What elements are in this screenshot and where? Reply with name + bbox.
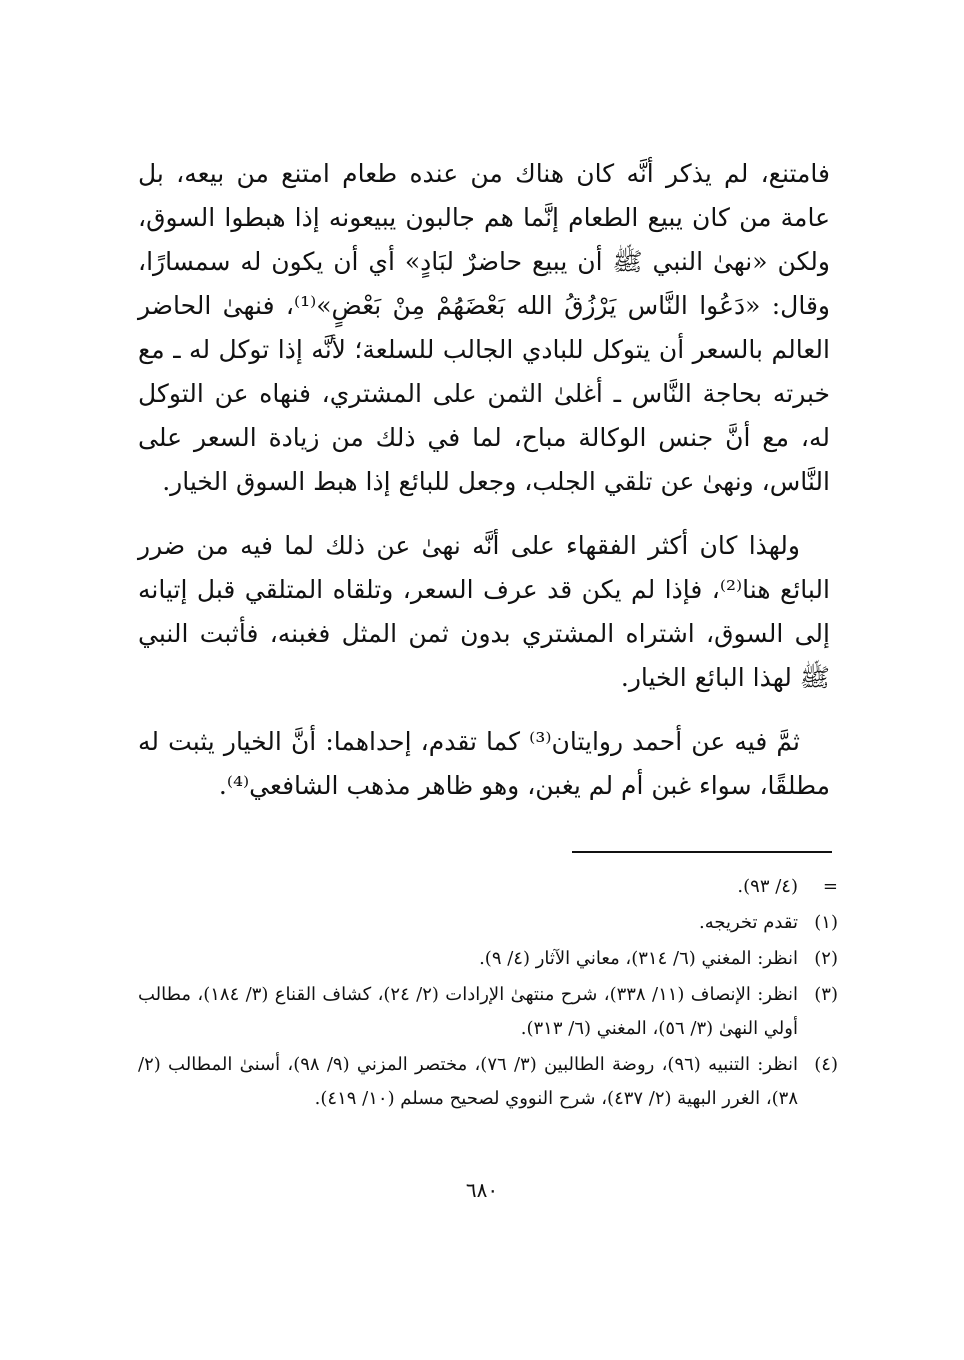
footnote-text: انظر: المغني (٦/ ٣١٤)، معاني الآثار (٤/ ٩). — [479, 948, 798, 969]
footnote-number: (٣) — [814, 984, 838, 1005]
paragraph-2: ولهذا كان أكثر الفقهاء على أنَّه نهىٰ عن ذلك لما فيه من ضرر البائع هنا⁽²⁾، فإذا لم يكن قد عرف السعر، وتلقاه المتلقي قبل إتيانه إلى السوق، اشتراه المشتري بدون ثمن المثل فغبنه، فأثبت النبي ﷺ لهذا البائع الخيار. — [138, 531, 830, 692]
footnote-divider — [572, 851, 832, 853]
footnote-text: تقدم تخريجه. — [699, 912, 798, 933]
footnote-1 — [138, 906, 838, 940]
footnote-2 — [138, 942, 838, 976]
footnote-4 — [138, 1048, 838, 1116]
footnote-text: انظر: الإنصاف (١١/ ٣٣٨)، شرح منتهىٰ الإرادات (٢/ ٢٤)، كشاف القناع (٣/ ١٨٤)، مطالب أولي النهىٰ (٣/ ٥٦)، المغني (٦/ ٣١٣). — [138, 984, 798, 1039]
footnote-marker: = — [822, 876, 838, 897]
footnote-3 — [138, 978, 838, 1046]
footnote-text: (٤/ ٩٣). — [737, 876, 798, 897]
footnote-number: (٤) — [814, 1054, 838, 1075]
footnotes — [138, 870, 838, 1118]
paragraph-3: ثمَّ فيه عن أحمد روايتان⁽³⁾ كما تقدم، إحداهما: أنَّ الخيار يثبت له مطلقًا، سواء غبن أم لم يغبن، وهو ظاهر مذهب الشافعي⁽⁴⁾. — [138, 727, 830, 800]
footnote-number: (١) — [814, 912, 838, 933]
main-text — [138, 152, 830, 828]
footnote-number: (٢) — [814, 948, 838, 969]
footnote-continuation — [138, 870, 838, 904]
paragraph-1: فامتنع، لم يذكر أنَّه كان هناك من عنده طعام امتنع من بيعه، بل عامة من كان يبيع الطعام إنَّما هم جالبون يبيعونه إذا هبطوا السوق، ولكن «نهىٰ النبي ﷺ أن يبيع حاضرٌ لبَادٍ» أي أن يكون له سمسارًا، وقال: «دَعُوا النَّاس يَرْزُقُ الله بَعْضَهُمْ مِنْ بَعْضٍ»⁽¹⁾، فنهىٰ الحاضر العالم بالسعر أن يتوكل للبادي الجالب للسلعة؛ لأنَّه إذا توكل له ـ مع خبرته بحاجة النَّاس ـ أغلىٰ الثمن على المشتري، فنهاه عن التوكل له، مع أنَّ جنس الوكالة مباح، لما في ذلك من زيادة السعر على النَّاس، ونهىٰ عن تلقي الجلب، وجعل للبائع إذا هبط السوق الخيار. — [138, 159, 830, 496]
footnote-text: انظر: التنبيه (٩٦)، روضة الطالبين (٣/ ٧٦)، مختصر المزني (٩/ ٩٨)، أسنىٰ المطالب (٢/ ٣٨)، الغرر البهية (٢/ ٤٣٧)، شرح النووي لصحيح مسلم (١٠/ ٤١٩). — [138, 1054, 798, 1109]
page-number: ٦٨٠ — [465, 1178, 499, 1202]
